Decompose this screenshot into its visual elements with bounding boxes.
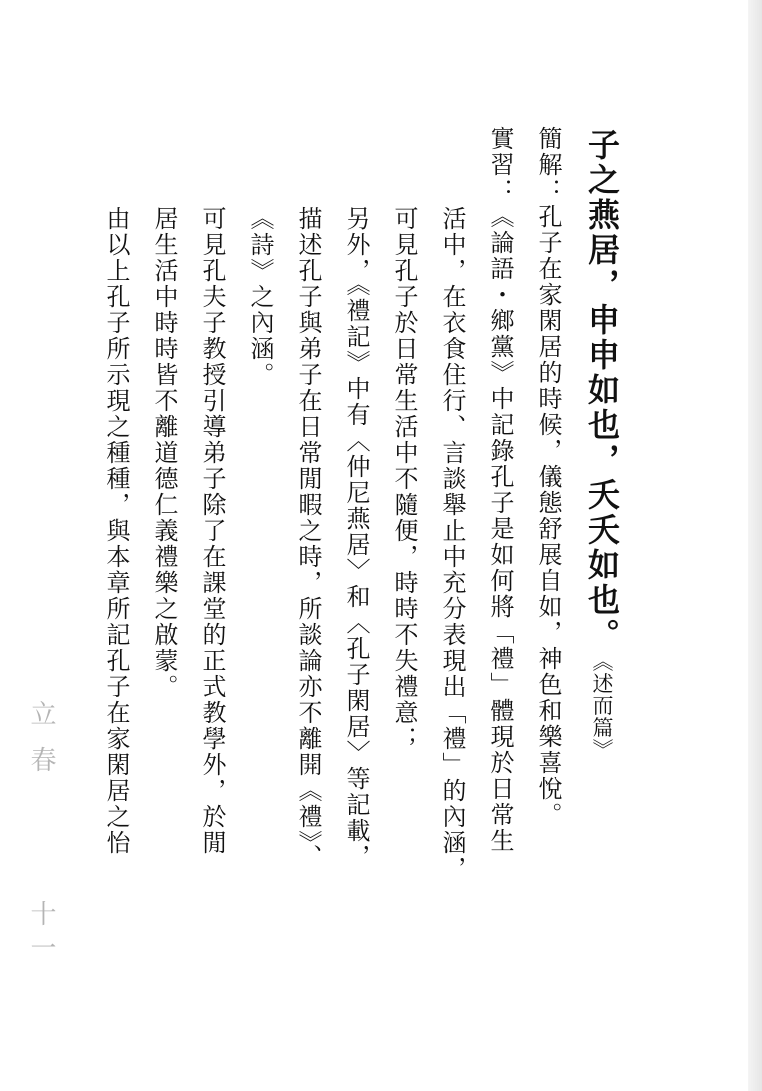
title-source: 《述而篇》 xyxy=(590,661,614,761)
practice-line-3 xyxy=(388,206,420,752)
practice-line-1 xyxy=(484,126,516,854)
practice-line-2 xyxy=(436,206,468,882)
practice-line-8 xyxy=(148,206,180,700)
practice-text-line: 可見孔子於日常生活中不隨便，時時不失禮意； xyxy=(390,206,418,752)
brief-text: 孔子在家閑居的時候，儀態舒展自如，神色和樂喜悅。 xyxy=(534,204,562,828)
footer-book-name: 立春 xyxy=(26,700,56,792)
practice-text-line: 另外，《禮記》中有〈仲尼燕居〉和〈孔子閑居〉等記載， xyxy=(342,206,370,870)
page-edge-shadow xyxy=(748,0,762,1091)
practice-text-line: 《詩》之內涵。 xyxy=(246,206,274,388)
brief-explanation xyxy=(532,126,564,828)
chapter-title xyxy=(582,128,622,761)
practice-label: 實習： xyxy=(486,126,514,204)
title-heading: 子之燕居，申申如也，夭夭如也。 xyxy=(583,128,621,653)
practice-text-line: 《論語・鄉黨》中記錄孔子是如何將「禮」體現於日常生 xyxy=(486,204,514,854)
practice-line-4 xyxy=(340,206,372,870)
practice-text-line: 活中，在衣食住行、言談舉止中充分表現出「禮」的內涵， xyxy=(438,206,466,882)
practice-text-line: 居生活中時時皆不離道德仁義禮樂之啟蒙。 xyxy=(150,206,178,700)
practice-line-6 xyxy=(244,206,276,388)
footer-page-number: 十一 xyxy=(26,900,56,968)
practice-line-7 xyxy=(196,206,228,856)
practice-text-line: 描述孔子與弟子在日常閒暇之時，所談論亦不離開《禮》、 xyxy=(294,206,322,870)
brief-label: 簡解： xyxy=(534,126,562,204)
practice-line-9 xyxy=(100,206,132,856)
practice-line-5 xyxy=(292,206,324,870)
practice-text-line: 可見孔夫子教授引導弟子除了在課堂的正式教學外，於閒 xyxy=(198,206,226,856)
practice-text-line: 由以上孔子所示現之種種，與本章所記孔子在家閑居之怡 xyxy=(102,206,130,856)
